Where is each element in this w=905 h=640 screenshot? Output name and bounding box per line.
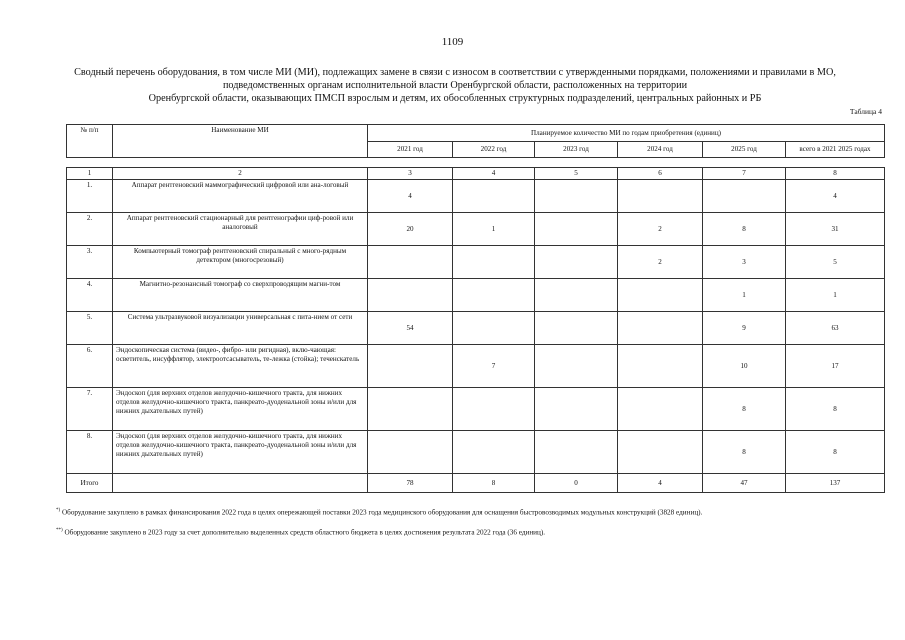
row-value-v2021: 54: [368, 312, 453, 345]
row-value-total: 17: [786, 345, 885, 388]
row-value-total: 63: [786, 312, 885, 345]
index-cell: 2: [113, 168, 368, 180]
row-value-v2022: [453, 279, 535, 312]
row-value-v2023: [535, 388, 618, 431]
row-name: Эндоскоп (для верхних отделов желудочно-кишечного тракта, для нижних отделов желудочно-кишечного тракта, панкреато-дуоденальной зоны и/или для нижних дыхательных путей): [113, 431, 368, 474]
table-label: Таблица 4: [849, 107, 882, 116]
row-value-v2025: 9: [703, 312, 786, 345]
row-value-v2025: 8: [703, 388, 786, 431]
header-num: № п/п: [67, 125, 113, 158]
row-value-v2023: [535, 213, 618, 246]
row-value-v2022: [453, 388, 535, 431]
table-row: [67, 246, 885, 279]
row-number: 3.: [67, 246, 113, 279]
table-row: [67, 213, 885, 246]
row-value-v2024: [618, 279, 703, 312]
header-year-2022: 2022 год: [453, 142, 535, 158]
row-name: Эндоскоп (для верхних отделов желудочно-кишечного тракта, для нижних отделов желудочно-кишечного тракта, панкреато-дуоденальной зоны и/или для нижних дыхательных путей): [113, 388, 368, 431]
footnote-1-mark: *): [56, 508, 61, 513]
header-row: [67, 125, 885, 142]
row-name: Компьютерный томограф рентгеновский спиральный с много-рядным детектором (многосрезовый): [113, 246, 368, 279]
row-name: Аппарат рентгеновский маммографический цифровой или ана-логовый: [113, 180, 368, 213]
row-number: 1.: [67, 180, 113, 213]
table-row: [67, 345, 885, 388]
index-row: [67, 168, 885, 180]
index-cell: 7: [703, 168, 786, 180]
row-value-total: 8: [786, 388, 885, 431]
index-cell: 6: [618, 168, 703, 180]
spacer-cell: [67, 158, 885, 168]
row-number: 7.: [67, 388, 113, 431]
row-value-v2024: [618, 431, 703, 474]
row-name: Эндоскопическая система (видео-, фибро- или ригидная), вклю-чающая: осветитель, инсуффлятор, электроотсасыватель, те-лежка (стойка); теченскатель: [113, 345, 368, 388]
row-number: 4.: [67, 279, 113, 312]
row-value-v2024: [618, 345, 703, 388]
index-cell: 8: [786, 168, 885, 180]
row-value-v2025: 8: [703, 431, 786, 474]
table-row: [67, 431, 885, 474]
row-value-v2021: [368, 246, 453, 279]
index-cell: 4: [453, 168, 535, 180]
page-number: 1109: [441, 36, 464, 48]
row-value-v2023: [535, 312, 618, 345]
table-row: [67, 180, 885, 213]
row-value-v2023: [535, 431, 618, 474]
footnote-2-text: Оборудование закуплено в 2023 году за счет дополнительно выделенных средств областного бюджета в целях достижения результата 2022 года (36 единиц).: [64, 528, 546, 537]
row-number: 2.: [67, 213, 113, 246]
index-cell: 3: [368, 168, 453, 180]
document-title: [40, 66, 870, 105]
index-cell: 5: [535, 168, 618, 180]
footnote-1-text: Оборудование закуплено в рамках финансирования 2022 года в целях опережающей поставки 2023 года медицинского оборудования для оснащения быстровозводимых модульных конструкций (3828 единиц).: [61, 508, 703, 517]
row-value-v2022: 7: [453, 345, 535, 388]
footnote-1: [56, 508, 876, 516]
header-year-2023: 2023 год: [535, 142, 618, 158]
row-value-v2021: 20: [368, 213, 453, 246]
row-number: 8.: [67, 431, 113, 474]
header-name: Наименование МИ: [113, 125, 368, 158]
row-value-total: 31: [786, 213, 885, 246]
row-value-v2025: 8: [703, 213, 786, 246]
spacer-row: [67, 158, 885, 168]
row-value-v2022: [453, 246, 535, 279]
row-value-v2023: [535, 246, 618, 279]
totals-value-v2022: 8: [453, 474, 535, 493]
row-name: Система ультразвуковой визуализации универсальная с пита-нием от сети: [113, 312, 368, 345]
title-line-3: Оренбургской области, оказывающих ПМСП взрослым и детям, их обособленных структурных подразделений, центральных районных и РБ: [148, 93, 762, 104]
table-row: [67, 388, 885, 431]
row-value-v2022: [453, 312, 535, 345]
row-value-v2024: [618, 388, 703, 431]
totals-name-empty: [113, 474, 368, 493]
row-value-v2022: [453, 180, 535, 213]
row-value-v2025: 10: [703, 345, 786, 388]
row-name: Магнитно-резонансный томограф со сверхпроводящим магни-том: [113, 279, 368, 312]
row-value-v2022: 1: [453, 213, 535, 246]
row-value-v2021: [368, 345, 453, 388]
table-row: [67, 279, 885, 312]
header-year-2021: 2021 год: [368, 142, 453, 158]
totals-row: [67, 474, 885, 493]
row-value-v2023: [535, 345, 618, 388]
row-value-total: 8: [786, 431, 885, 474]
header-year-2024: 2024 год: [618, 142, 703, 158]
row-value-v2021: [368, 431, 453, 474]
row-value-v2025: [703, 180, 786, 213]
row-name: Аппарат рентгеновский стационарный для рентгенографии циф-ровой или аналоговый: [113, 213, 368, 246]
row-value-v2022: [453, 431, 535, 474]
row-value-v2024: 2: [618, 246, 703, 279]
totals-value-v2024: 4: [618, 474, 703, 493]
row-value-v2024: [618, 312, 703, 345]
row-value-v2023: [535, 279, 618, 312]
row-number: 6.: [67, 345, 113, 388]
title-line-2: подведомственных органам исполнительной власти Оренбургской области, расположенных на территории: [222, 80, 688, 91]
totals-value-v2021: 78: [368, 474, 453, 493]
header-planned: Планируемое количество МИ по годам приобретения (единиц): [368, 125, 885, 142]
footnote-2-mark: **): [56, 528, 63, 533]
totals-value-total: 137: [786, 474, 885, 493]
table-row: [67, 312, 885, 345]
index-cell: 1: [67, 168, 113, 180]
row-value-total: 1: [786, 279, 885, 312]
row-value-total: 5: [786, 246, 885, 279]
row-number: 5.: [67, 312, 113, 345]
row-value-v2024: 2: [618, 213, 703, 246]
row-value-v2021: 4: [368, 180, 453, 213]
title-line-1: Сводный перечень оборудования, в том числе МИ (МИ), подлежащих замене в связи с износом в соответствии с утвержденными порядками, положениями и правилами в МО,: [74, 67, 836, 78]
header-year-total: всего в 2021 2025 годах: [786, 142, 885, 158]
row-value-v2021: [368, 279, 453, 312]
footnote-2: [56, 528, 876, 536]
totals-value-v2025: 47: [703, 474, 786, 493]
row-value-v2023: [535, 180, 618, 213]
row-value-v2025: 3: [703, 246, 786, 279]
totals-label: Итого: [67, 474, 113, 493]
equipment-table: [66, 124, 885, 493]
row-value-v2024: [618, 180, 703, 213]
totals-value-v2023: 0: [535, 474, 618, 493]
row-value-v2021: [368, 388, 453, 431]
header-year-2025: 2025 год: [703, 142, 786, 158]
table-body: [67, 125, 885, 493]
row-value-total: 4: [786, 180, 885, 213]
row-value-v2025: 1: [703, 279, 786, 312]
